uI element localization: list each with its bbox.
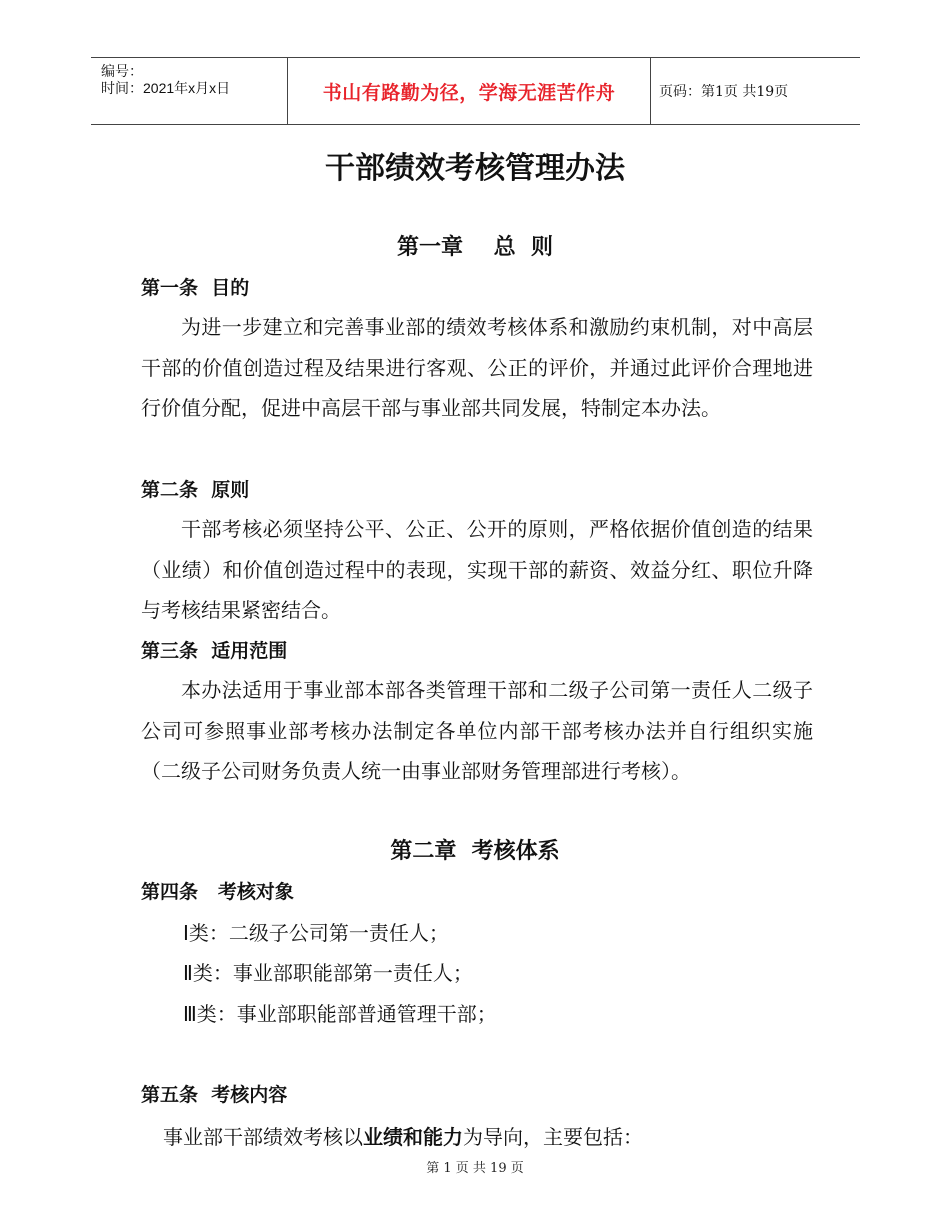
article-5-text [163,1121,643,1150]
article-1-heading: 第一条 目的 [141,277,250,299]
article-1-text: 为进一步建立和完善事业部的绩效考核体系和激励约束机制，对中高层干部的价值创造过程及结果进行客观、公正的评价，并通过此评价合理地进行价值分配，促进中高层干部与事业部共同发展，特制定本办法。 [141,315,813,420]
header-page-info: 页码：第1页 共19页 [659,84,789,100]
target-category-1 [183,917,449,946]
category-text: 类：事业部职能部普通管理干部； [196,1002,497,1026]
article-5-text-before: 事业部干部绩效考核以 [163,1125,363,1149]
page-header [91,57,860,125]
category-numeral: Ⅰ [183,921,189,945]
page-footer: 第 1 页 共 19 页 [426,1161,524,1176]
header-motto: 书山有路勤为径，学海无涯苦作舟 [322,82,616,104]
header-meta-cell [91,58,287,124]
target-category-3 [183,998,497,1027]
article-4-heading: 第四条 考核对象 [141,881,294,903]
article-5-heading: 第五条 考核内容 [141,1084,288,1106]
document-number-label: 编号： [101,63,143,79]
category-numeral: Ⅱ [183,961,193,985]
article-3-heading: 第三条 适用范围 [141,640,288,662]
chapter-2-title: 第二章 考核体系 [390,839,560,864]
article-5-emphasis: 业绩和能力 [363,1125,463,1149]
article-2-heading: 第二条 原则 [141,479,250,501]
target-category-2 [183,957,473,986]
header-motto-cell [287,58,651,124]
article-3-text: 本办法适用于事业部本部各类管理干部和二级子公司第一责任人二级子公司可参照事业部考核办法制定各单位内部干部考核办法并自行组织实施（二级子公司财务负责人统一由事业部财务管理部进行考核）。 [141,678,813,783]
category-numeral: Ⅲ [183,1002,197,1026]
chapter-1-title: 第一章 总 则 [397,235,553,260]
document-title: 干部绩效考核管理办法 [325,151,625,186]
header-page-cell [650,58,860,124]
category-text: 类：事业部职能部第一责任人； [192,961,473,985]
document-time-label: 时间：2021年x月x日 [101,80,231,96]
category-text: 类：二级子公司第一责任人； [188,921,449,945]
article-2-text: 干部考核必须坚持公平、公正、公开的原则，严格依据价值创造的结果（业绩）和价值创造过程中的表现，实现干部的薪资、效益分红、职位升降与考核结果紧密结合。 [141,517,813,622]
article-5-text-after: 为导向，主要包括： [463,1125,643,1149]
